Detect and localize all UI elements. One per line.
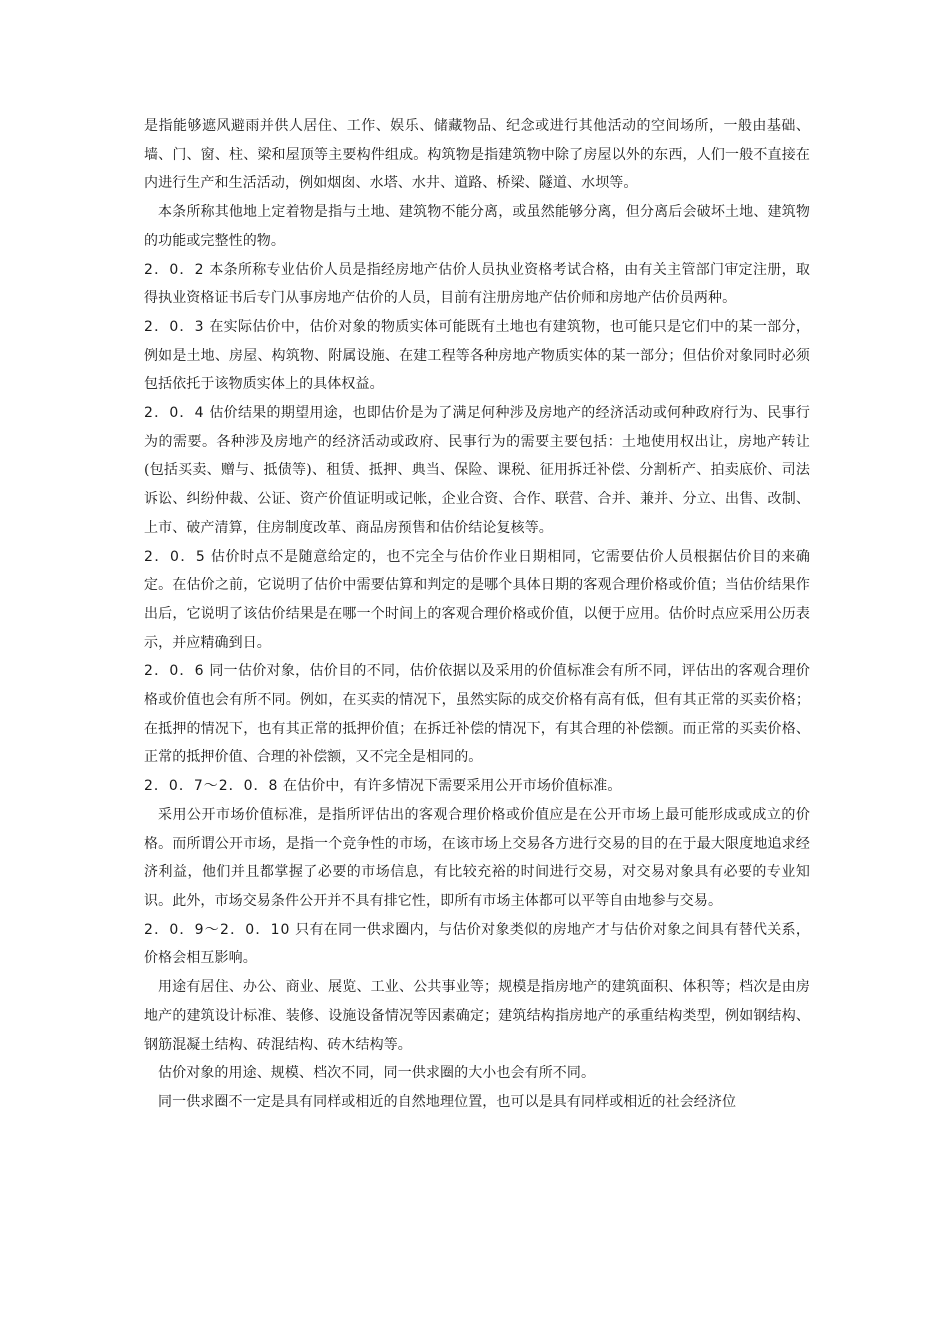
clause-number: 2．0．5 <box>144 548 206 565</box>
clause-number: 2．0．6 <box>144 663 205 680</box>
paragraph-text: 采用公开市场价值标准，是指所评估出的客观合理价格或价值应是在公开市场上最可能形成或成立的价格。而所谓公开市场，是指一个竞争性的市场，在该市场上交易各方进行交易的目的在于最大限度地追求经济利益，他们并且都掌握了必要的市场信息，有比较充裕的时间进行交易，对交易对象具有必要的专业知识。此外，市场交易条件公开并不具有排它性，即所有市场主体都可以平等自由地参与交易。 <box>144 806 810 909</box>
paragraph-text: 估价结果的期望用途，也即估价是为了满足何种涉及房地产的经济活动或何种政府行为、民事行为的需要。各种涉及房地产的经济活动或政府、民事行为的需要主要包括：土地使用权出让，房地产转让(包括买卖、赠与、抵债等)、租赁、抵押、典当、保险、课税、征用拆迁补偿、分割析产、拍卖底价、司法诉讼、纠纷仲裁、公证、资产价值证明或记帐，企业合资、合作、联营、合并、兼并、分立、出售、改制、上市、破产清算，住房制度改革、商品房预售和估价结论复核等。 <box>144 405 810 536</box>
clause-number: 2．0．9～2．0．10 <box>144 921 291 938</box>
clause-paragraph <box>144 657 810 772</box>
paragraph-text: 本条所称其他地上定着物是指与土地、建筑物不能分离，或虽然能够分离，但分离后会破坏土地、建筑物的功能或完整性的物。 <box>144 204 810 249</box>
paragraph-text: 同一供求圈不一定是具有同样或相近的自然地理位置，也可以是具有同样或相近的社会经济位 <box>158 1093 737 1110</box>
clause-number: 2．0．4 <box>144 405 205 422</box>
paragraph-text: 在实际估价中，估价对象的物质实体可能既有土地也有建筑物，也可能只是它们中的某一部分，例如是土地、房屋、构筑物、附属设施、在建工程等各种房地产物质实体的某一部分；但估价对象同时必须包括依托于该物质实体上的具体权益。 <box>144 318 810 393</box>
clause-paragraph <box>144 256 810 313</box>
paragraph <box>144 1088 810 1117</box>
clause-paragraph <box>144 916 810 973</box>
paragraph-text: 只有在同一供求圈内，与估价对象类似的房地产才与估价对象之间具有替代关系，价格会相互影响。 <box>144 921 810 967</box>
paragraph-text: 估价时点不是随意给定的，也不完全与估价作业日期相同，它需要估价人员根据估价目的来确定。在估价之前，它说明了估价中需要估算和判定的是哪个具体日期的客观合理价格或价值；当估价结果作出后，它说明了该估价结果是在哪一个时间上的客观合理价格或价值，以便于应用。估价时点应采用公历表示，并应精确到日。 <box>144 548 810 651</box>
paragraph <box>144 112 810 198</box>
paragraph <box>144 198 810 255</box>
paragraph-text: 同一估价对象，估价目的不同，估价依据以及采用的价值标准会有所不同，评估出的客观合理价格或价值也会有所不同。例如，在买卖的情况下，虽然实际的成交价格有高有低，但有其正常的买卖价格；在抵押的情况下，也有其正常的抵押价值；在拆迁补偿的情况下，有其合理的补偿额。而正常的买卖价格、正常的抵押价值、合理的补偿额，又不完全是相同的。 <box>144 663 810 766</box>
clause-paragraph <box>144 399 810 543</box>
paragraph-text: 是指能够遮风避雨并供人居住、工作、娱乐、储藏物品、纪念或进行其他活动的空间场所，一般由基础、墙、门、窗、柱、梁和屋顶等主要构件组成。构筑物是指建筑物中除了房屋以外的东西，人们一般不直接在内进行生产和生活活动，例如烟囱、水塔、水井、道路、桥梁、隧道、水坝等。 <box>144 118 810 192</box>
clause-paragraph <box>144 313 810 399</box>
clause-number: 2．0．3 <box>144 318 205 335</box>
document-body <box>144 112 810 1117</box>
clause-number: 2．0．7～2．0．8 <box>144 778 279 795</box>
clause-number: 2．0．2 <box>144 261 205 278</box>
paragraph-text: 本条所称专业估价人员是指经房地产估价人员执业资格考试合格，由有关主管部门审定注册，取得执业资格证书后专门从事房地产估价的人员，目前有注册房地产估价师和房地产估价员两种。 <box>144 261 810 307</box>
clause-paragraph <box>144 772 810 801</box>
paragraph <box>144 801 810 916</box>
paragraph-text: 在估价中，有许多情况下需要采用公开市场价值标准。 <box>283 778 622 795</box>
clause-paragraph <box>144 543 810 658</box>
paragraph-text: 用途有居住、办公、商业、展览、工业、公共事业等；规模是指房地产的建筑面积、体积等；档次是由房地产的建筑设计标准、装修、设施设备情况等因素确定；建筑结构指房地产的承重结构类型，例如钢结构、钢筋混凝土结构、砖混结构、砖木结构等。 <box>144 979 810 1053</box>
paragraph <box>144 1059 810 1088</box>
paragraph-text: 估价对象的用途、规模、档次不同，同一供求圈的大小也会有所不同。 <box>158 1065 596 1082</box>
paragraph <box>144 973 810 1059</box>
